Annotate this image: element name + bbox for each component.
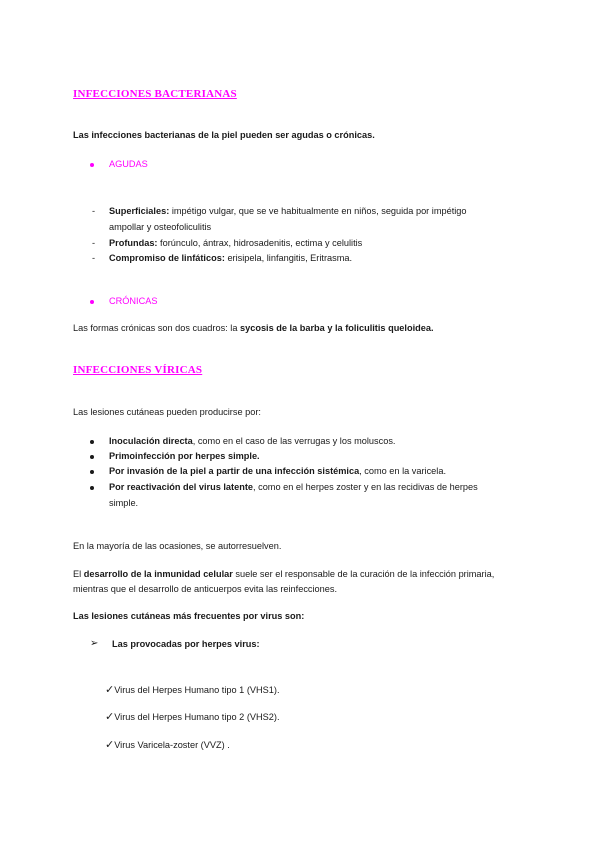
cause-bold: Inoculación directa: [109, 436, 193, 446]
check-icon: ✓: [105, 739, 115, 751]
herpes-virus-label: Las provocadas por herpes virus:: [112, 639, 260, 649]
acute-item-desc: erisipela, linfangitis, Eritrasma.: [224, 253, 353, 263]
acute-item-lymphatic: [109, 253, 352, 263]
acute-item-superficial-line2: ampollar y osteofoliculitis: [109, 222, 212, 232]
viral-cause-item: [109, 466, 446, 476]
acute-item-term: Profundas:: [109, 238, 158, 248]
viral-cause-item-line2: simple.: [109, 498, 139, 508]
bullet-icon: [90, 300, 94, 304]
immunity-text-line2: mientras que el desarrollo de anticuerpos evita las reinfecciones.: [73, 584, 338, 594]
viral-cause-item: [109, 436, 395, 446]
arrow-icon: ➢: [90, 638, 99, 649]
dash-icon: -: [92, 238, 96, 248]
immunity-bold: desarrollo de la inmunidad celular: [83, 569, 233, 579]
bullet-icon: [90, 470, 94, 474]
resolve-text: En la mayoría de las ocasiones, se autorresuelven.: [73, 541, 282, 551]
herpes-virus-name: Virus del Herpes Humano tipo 2 (VHS2).: [114, 712, 280, 722]
bacterial-intro: Las infecciones bacterianas de la piel pueden ser agudas o crónicas.: [73, 130, 375, 140]
bullet-icon: [90, 486, 94, 490]
chronic-text: [73, 323, 434, 333]
bullet-icon: [90, 163, 94, 167]
viral-infections-heading: INFECCIONES VÍRICAS: [73, 364, 203, 376]
viral-cause-item: [109, 451, 260, 461]
immunity-text: [73, 569, 494, 579]
cause-bold: Por invasión de la piel a partir de una infección sistémica: [109, 466, 360, 476]
dash-icon: -: [92, 253, 96, 263]
herpes-virus-item: [105, 738, 230, 751]
check-icon: ✓: [105, 684, 115, 696]
cause-bold: Por reactivación del virus latente: [109, 482, 253, 492]
acute-item-deep: [109, 238, 362, 248]
cause-rest: , como en el herpes zoster y en las recidivas de herpes: [253, 482, 478, 492]
frequent-lesions-heading: Las lesiones cutáneas más frecuentes por virus son:: [73, 611, 305, 621]
acute-item-superficial: [109, 206, 467, 216]
immunity-rest: suele ser el responsable de la curación de la infección primaria,: [232, 569, 495, 579]
viral-cause-item: [109, 482, 478, 492]
bacterial-infections-heading: INFECCIONES BACTERIANAS: [73, 88, 237, 100]
herpes-virus-name: Virus Varicela-zoster (VVZ) .: [114, 740, 230, 750]
bullet-icon: [90, 455, 94, 459]
acute-item-desc: impétigo vulgar, que se ve habitualmente en niños, seguida por impétigo: [169, 206, 467, 216]
herpes-virus-item: [105, 683, 280, 696]
acute-label: AGUDAS: [109, 159, 148, 169]
chronic-text-pre: Las formas crónicas son dos cuadros: la: [73, 323, 240, 333]
acute-item-desc: forúnculo, ántrax, hidrosadenitis, ectima y celulitis: [157, 238, 363, 248]
bullet-icon: [90, 440, 94, 444]
dash-icon: -: [92, 206, 96, 216]
acute-item-term: Compromiso de linfáticos:: [109, 253, 225, 263]
chronic-text-bold: sycosis de la barba y la foliculitis queloidea.: [240, 323, 434, 333]
chronic-label: CRÓNICAS: [109, 296, 158, 306]
acute-item-term: Superficiales:: [109, 206, 170, 216]
cause-rest: , como en la varicela.: [359, 466, 446, 476]
immunity-pre: El: [73, 569, 84, 579]
herpes-virus-name: Virus del Herpes Humano tipo 1 (VHS1).: [114, 685, 280, 695]
cause-rest: , como en el caso de las verrugas y los moluscos.: [192, 436, 396, 446]
viral-intro: Las lesiones cutáneas pueden producirse por:: [73, 407, 261, 417]
check-icon: ✓: [105, 711, 115, 723]
herpes-virus-item: [105, 710, 280, 723]
cause-bold: Primoinfección por herpes simple.: [109, 451, 260, 461]
